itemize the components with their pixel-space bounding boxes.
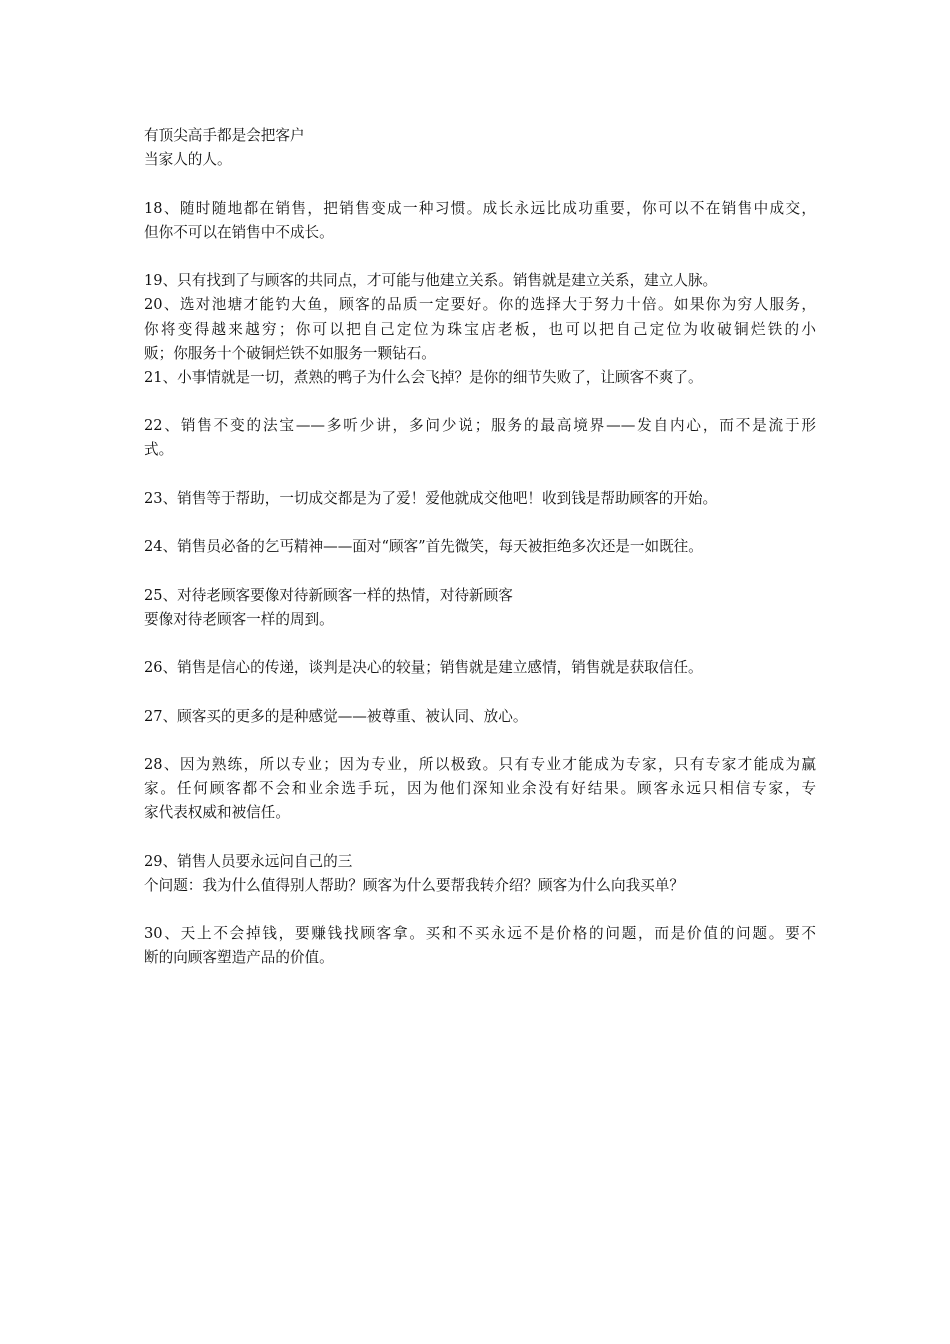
text-line: 贩；你服务十个破铜烂铁不如服务一颗钻石。	[144, 344, 436, 362]
paragraph-gap	[144, 729, 816, 753]
paragraph-27	[144, 705, 816, 729]
text-line: 家代表权威和被信任。	[144, 804, 290, 822]
text-line: 30、天上不会掉钱，要赚钱找顾客拿。买和不买永远不是价格的问题，而是价值的问题。要不	[144, 925, 816, 943]
paragraph-26	[144, 656, 816, 680]
paragraph-19-21	[144, 269, 816, 390]
document-page	[144, 124, 816, 971]
text-line: 25、对待老顾客要像对待新顾客一样的热情，对待新顾客	[144, 586, 513, 604]
text-line: 家。任何顾客都不会和业余选手玩，因为他们深知业余没有好结果。顾客永远只相信专家，专	[144, 780, 816, 798]
paragraph-25	[144, 584, 816, 632]
paragraph-gap	[144, 172, 816, 196]
paragraph-gap	[144, 559, 816, 583]
text-line: 断的向顾客塑造产品的价值。	[144, 949, 334, 967]
text-line: 但你不可以在销售中不成长。	[144, 223, 334, 241]
paragraph-22	[144, 414, 816, 462]
text-line: 你将变得越来越穷；你可以把自己定位为珠宝店老板，也可以把自己定位为收破铜烂铁的小	[144, 320, 816, 338]
paragraph-gap	[144, 680, 816, 704]
text-line: 式。	[144, 441, 174, 459]
paragraph-gap	[144, 632, 816, 656]
text-line: 要像对待老顾客一样的周到。	[144, 610, 334, 628]
text-line: 18、随时随地都在销售，把销售变成一种习惯。成长永远比成功重要，你可以不在销售中成交，	[144, 199, 816, 217]
paragraph-gap	[144, 463, 816, 487]
text-line: 24、销售员必备的乞丐精神——面对“顾客”首先微笑，每天被拒绝多次还是一如既往。	[144, 538, 703, 556]
text-line: 当家人的人。	[144, 151, 232, 169]
text-line: 29、销售人员要永远问自己的三	[144, 852, 353, 870]
paragraph-30	[144, 922, 816, 970]
text-line: 23、销售等于帮助，一切成交都是为了爱！爱他就成交他吧！收到钱是帮助顾客的开始。	[144, 489, 718, 507]
paragraph-intro	[144, 124, 816, 172]
text-line: 20、选对池塘才能钓大鱼，顾客的品质一定要好。你的选择大于努力十倍。如果你为穷人服务，	[144, 296, 816, 314]
text-line: 28、因为熟练，所以专业；因为专业，所以极致。只有专业才能成为专家，只有专家才能成为赢	[144, 755, 816, 773]
text-line: 27、顾客买的更多的是种感觉——被尊重、被认同、放心。	[144, 707, 528, 725]
text-line: 个问题：我为什么值得别人帮助？顾客为什么要帮我转介绍？顾客为什么向我买单？	[144, 876, 684, 894]
text-line: 有顶尖高手都是会把客户	[144, 127, 305, 144]
paragraph-gap	[144, 898, 816, 922]
paragraph-23	[144, 487, 816, 511]
text-line: 21、小事情就是一切，煮熟的鸭子为什么会飞掉？是你的细节失败了，让顾客不爽了。	[144, 368, 703, 386]
paragraph-gap	[144, 390, 816, 414]
paragraph-28	[144, 753, 816, 826]
paragraph-gap	[144, 825, 816, 849]
paragraph-24	[144, 535, 816, 559]
paragraph-gap	[144, 511, 816, 535]
paragraph-29	[144, 850, 816, 898]
text-line: 22、销售不变的法宝——多听少讲，多问少说；服务的最高境界——发自内心，而不是流于形	[144, 417, 816, 435]
paragraph-18	[144, 197, 816, 245]
text-line: 26、销售是信心的传递，谈判是决心的较量；销售就是建立感情，销售就是获取信任。	[144, 659, 703, 677]
paragraph-gap	[144, 245, 816, 269]
text-line: 19、只有找到了与顾客的共同点，才可能与他建立关系。销售就是建立关系，建立人脉。	[144, 272, 718, 290]
